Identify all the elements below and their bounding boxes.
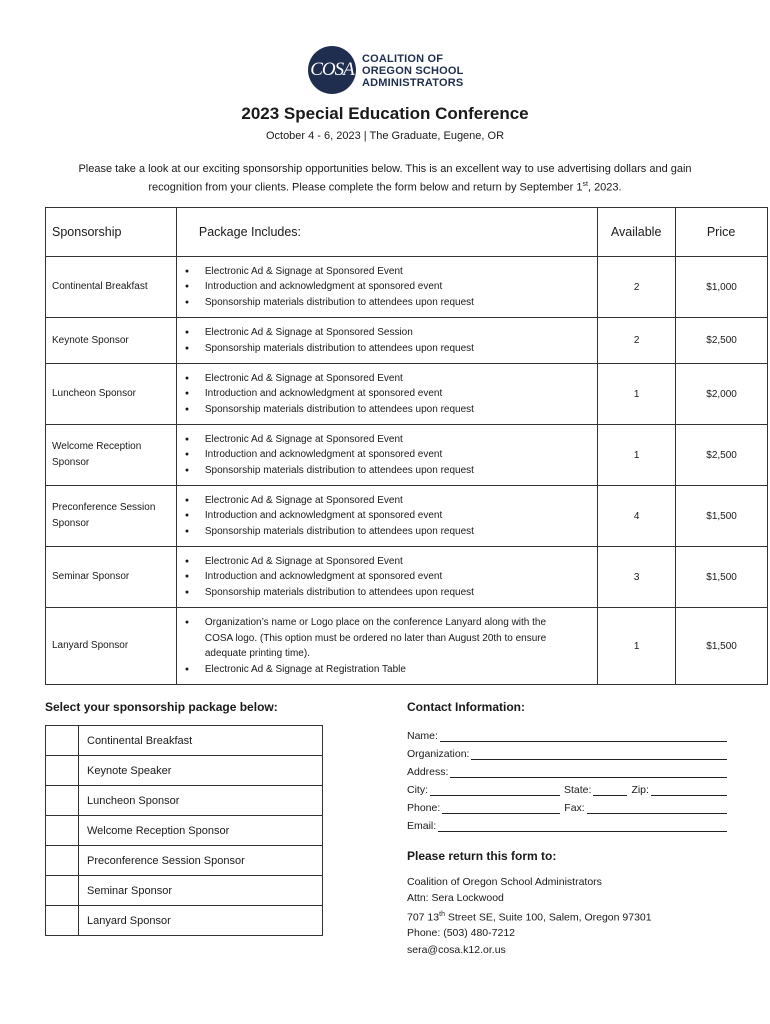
option-label: Keynote Speaker [79,756,323,786]
intro-sup: st [582,181,588,188]
return-address [407,907,737,926]
package-item: ● Electronic Ad & Signage at Sponsored Event [205,554,596,570]
return-address-sup: th [439,910,445,918]
package-item: ● Electronic Ad & Signage at Sponsored Event [205,493,596,509]
state-field[interactable] [593,784,627,796]
return-org: Coalition of Oregon School Administrators [407,876,602,889]
option-checkbox[interactable] [46,846,79,876]
phone-label: Phone: [407,802,441,814]
available-count: 2 [598,257,676,318]
option-checkbox[interactable] [46,876,79,906]
zip-field[interactable] [651,784,727,796]
contact-form [407,700,727,832]
intro-line: recognition from your clients. Please complete the form below and return by September 1 [148,181,583,194]
intro-line: Please take a look at our exciting sponsorship opportunities below. This is an excellent way to use advertising dollars and gain [78,163,692,175]
option-label: Welcome Reception Sponsor [79,816,323,846]
package-item: ● Electronic Ad & Signage at Sponsored Event [205,371,596,387]
available-count: 4 [598,486,676,547]
option-label: Luncheon Sponsor [79,786,323,816]
intro-paragraph [55,161,715,196]
price: $1,500 [676,547,768,608]
table-row [46,547,768,608]
col-header-available: Available [598,208,676,257]
table-row [46,608,768,685]
table-row [46,425,768,486]
table-row [46,318,768,364]
col-header-sponsorship: Sponsorship [46,208,177,257]
contact-heading: Contact Information: [407,700,525,714]
option-checkbox[interactable] [46,816,79,846]
package-item: ● Electronic Ad & Signage at Sponsored Event [205,432,596,448]
sponsorship-name: Lanyard Sponsor [46,608,177,685]
package-option[interactable] [46,876,323,906]
package-option[interactable] [46,816,323,846]
price: $1,500 [676,608,768,685]
email-label: Email: [407,820,437,832]
intro-line-end: , 2023. [587,181,622,194]
sponsorship-table [45,207,768,685]
return-address-start: 707 13 [407,911,440,924]
return-info [407,848,737,958]
price: $2,500 [676,318,768,364]
package-item: ● Sponsorship materials distribution to attendees upon request [205,585,596,601]
package-cell [176,425,597,486]
cosa-logo [308,46,478,98]
email-row [407,814,727,832]
return-attn: Attn: Sera Lockwood [407,892,504,905]
price: $2,500 [676,425,768,486]
available-count: 1 [598,608,676,685]
package-cell [176,318,597,364]
package-item: ● Introduction and acknowledgment at sponsored event [205,447,596,463]
phone-row [407,796,727,814]
option-checkbox[interactable] [46,786,79,816]
return-phone: Phone: (503) 480-7212 [407,927,515,940]
package-item: ● Introduction and acknowledgment at sponsored event [205,279,596,295]
package-cell [176,547,597,608]
package-item: ● Introduction and acknowledgment at sponsored event [205,569,596,585]
address-label: Address: [407,766,449,778]
package-item: ● Electronic Ad & Signage at Sponsored Event [205,264,596,280]
option-checkbox[interactable] [46,756,79,786]
package-item: ● Sponsorship materials distribution to attendees upon request [205,402,596,418]
option-label: Lanyard Sponsor [79,906,323,936]
package-item: ● Organization’s name or Logo place on the conference Lanyard along with the COSA logo. (This option must be ordered no later than August 20th to ensure adequate printing time). [205,615,566,662]
package-item: ● Introduction and acknowledgment at sponsored event [205,508,596,524]
package-cell [176,486,597,547]
package-item: ● Sponsorship materials distribution to attendees upon request [205,295,596,311]
address-field[interactable] [450,766,727,778]
return-email[interactable]: sera@cosa.k12.or.us [407,943,506,956]
available-count: 1 [598,364,676,425]
available-count: 2 [598,318,676,364]
logo-line: ADMINISTRATORS [362,77,464,89]
organization-field[interactable] [471,748,727,760]
city-label: City: [407,784,428,796]
option-checkbox[interactable] [46,726,79,756]
available-count: 3 [598,547,676,608]
logo-line: OREGON SCHOOL [362,65,464,77]
package-item: ● Sponsorship materials distribution to attendees upon request [205,524,596,540]
table-row [46,257,768,318]
logo-line: COALITION OF [362,53,444,65]
select-heading: Select your sponsorship package below: [45,700,278,714]
state-label: State: [564,784,592,796]
return-address-end: Street SE, Suite 100, Salem, Oregon 97301 [444,911,652,924]
table-header-row [46,208,768,257]
option-label: Seminar Sponsor [79,876,323,906]
package-option[interactable] [46,756,323,786]
package-cell [176,608,597,685]
option-label: Preconference Session Sponsor [79,846,323,876]
col-header-package: Package Includes: [176,208,597,257]
available-count: 1 [598,425,676,486]
package-option[interactable] [46,786,323,816]
organization-row [407,742,727,760]
package-option[interactable] [46,846,323,876]
sponsorship-name: Preconference Session Sponsor [46,486,177,547]
package-option[interactable] [46,726,323,756]
email-field[interactable] [438,820,727,832]
package-cell [176,364,597,425]
package-cell [176,257,597,318]
sponsorship-name: Keynote Sponsor [46,318,177,364]
fax-label: Fax: [564,802,585,814]
option-label: Continental Breakfast [79,726,323,756]
return-heading: Please return this form to: [407,849,557,863]
city-row [407,778,727,796]
name-row [407,724,727,742]
name-label: Name: [407,730,438,742]
organization-label: Organization: [407,748,470,760]
package-item: ● Sponsorship materials distribution to attendees upon request [205,341,596,357]
package-item: ● Sponsorship materials distribution to attendees upon request [205,463,596,479]
phone-field[interactable] [442,802,560,814]
price: $1,500 [676,486,768,547]
price: $2,000 [676,364,768,425]
package-option[interactable] [46,906,323,936]
table-row [46,486,768,547]
package-item: ● Introduction and acknowledgment at sponsored event [205,386,596,402]
option-checkbox[interactable] [46,906,79,936]
table-row [46,364,768,425]
city-field[interactable] [430,784,560,796]
package-item: ● Electronic Ad & Signage at Sponsored Session [205,325,596,341]
price: $1,000 [676,257,768,318]
col-header-price: Price [676,208,768,257]
logo-text [362,53,464,89]
package-item: ● Electronic Ad & Signage at Registration Table [205,662,566,678]
sponsorship-name: Luncheon Sponsor [46,364,177,425]
sponsorship-name: Welcome Reception Sponsor [46,425,177,486]
sponsorship-name: Seminar Sponsor [46,547,177,608]
fax-field[interactable] [587,802,727,814]
zip-label: Zip: [631,784,649,796]
package-selection-table [45,725,323,936]
logo-mark: COSA [308,46,356,94]
sponsorship-name: Continental Breakfast [46,257,177,318]
page-title: 2023 Special Education Conference [241,104,529,123]
address-row [407,760,727,778]
name-field[interactable] [440,730,727,742]
event-details: October 4 - 6, 2023 | The Graduate, Eugene, OR [265,130,505,142]
